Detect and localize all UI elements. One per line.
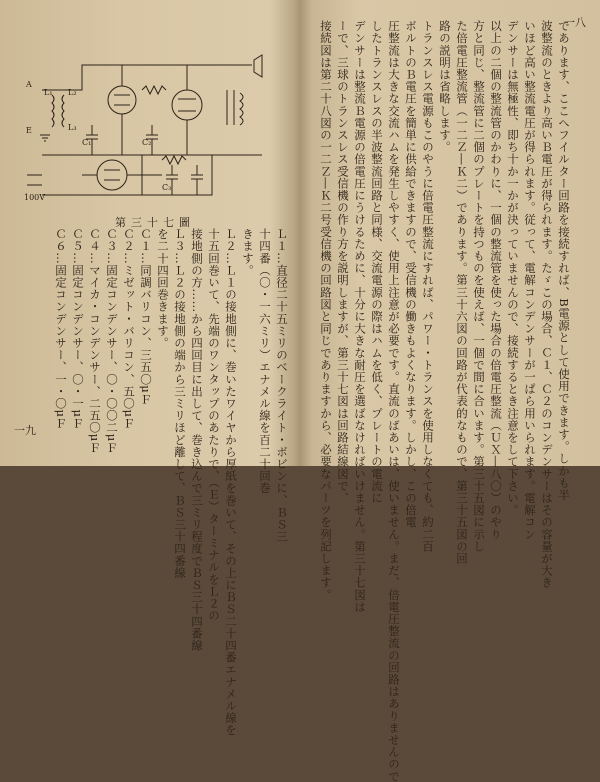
text-line: ーで、三球のトランスレス受信機の作り方を説明しますが、第三十七図は回路結線図で、 <box>336 20 350 504</box>
parts-line: きます。 <box>241 228 255 277</box>
body-text <box>317 20 572 782</box>
text-line: であります、ここへフイルター回路を接続すれば、B電源として使用できます。しかも半 <box>557 20 571 501</box>
circuit-diagram <box>22 35 270 215</box>
text-line: 波整流のときより高いＢ電圧が得られます。たゞこの場合、Ｃ１、Ｃ２のコンデンサーはその容量が大き <box>540 20 554 589</box>
parts-line: を二十四回巻きます。 <box>156 228 170 349</box>
text-line: いほど高い整流電圧が得られます。従って、電解コンデンサーが一ぱら用いられます。電解コン <box>523 20 537 541</box>
parts-line: Ｃ２…ミゼット・バリコン、五〇μＦ <box>122 228 136 430</box>
page-number: 一九 <box>14 424 36 437</box>
parts-line: 十五回巻いて、先端のワンタップのあたりで、（Ｅ）ターミナルをＬ２の <box>207 228 221 622</box>
parts-line: Ｃ１…同調バリコン、三五〇μＦ <box>139 228 153 406</box>
parts-line: Ｃ３…固定コンデンサー、〇・〇〇二μＦ <box>105 228 119 454</box>
text-line: 路の説明は省略します。 <box>438 20 452 154</box>
text-line: デンサーは無極性、即ち十か一かが決っていませんので、接続するとき注意をして下さい。 <box>506 20 520 517</box>
label-c1: C₁ <box>82 138 92 147</box>
label-c3: C₃ <box>162 183 172 192</box>
label-l2: L₂ <box>68 88 77 97</box>
parts-line: Ｃ４…マイカ・コンデンサー、二五〇μＦ <box>88 228 102 454</box>
text-line: 方と同じ、整流管に二個のプレートを持つものを使えば、一個で間に合います。第三十五図に示し <box>472 20 486 553</box>
text-line: デンサーは整流Ｂ電源の倍電圧にうけるために、十分に大きな耐圧を選ばなければいけません。第三十七図は <box>353 20 367 613</box>
text-line: た倍電圧整流管（一二Ｚ―Ｋ二）であります。第三十六図の回路が代表的なもので、第三十五図の回 <box>455 20 469 565</box>
label-l3: L₃ <box>68 123 77 132</box>
label-antenna: A <box>26 80 32 89</box>
page-number: 一八 <box>564 16 586 29</box>
label-earth: E <box>26 126 32 135</box>
parts-line: 接地側の方……から四回目に出して、巻き込んで三ミリ程度でＢＳ三十四番線 <box>190 228 204 652</box>
parts-line: 十四番（〇・一六ミリ）エナメル線を百二十回巻 <box>258 228 272 495</box>
text-line: 接続図は第二十八図の一二Ｚ―Ｋ二号受信機の回路図と同じでありますから、必要なパーツを列記します。 <box>319 20 333 601</box>
label-c2: C₂ <box>142 138 152 147</box>
text-line: 以上の二個の整流管のかわりに、一個の整流管を使った場合の倍電圧整流（ＵＸ―八〇）のやり <box>489 20 503 541</box>
label-voltage: 100V <box>24 193 46 202</box>
parts-line: Ｌ１…直径二十五ミリのベークライト・ボビンに、ＢＳ三 <box>275 228 289 543</box>
text-line: トランスレス電源もこのやうに倍電圧整流にすれば、パワー・トランスを使用しなくても、約二百 <box>421 20 435 553</box>
parts-line: Ｌ３…Ｌ２の接地側の端から三ミリほど離して、ＢＳ三十四番線 <box>173 228 187 579</box>
left-page <box>0 0 298 737</box>
figure-caption: 第三十七圖 <box>115 216 195 229</box>
text-line: ボルトのＢ電圧を簡単に供給できますので、受信機の働きもよくなります。しかし、この倍電 <box>404 20 418 529</box>
label-l1: L₁ <box>44 88 53 97</box>
parts-line: Ｌ２…Ｌ１の接地側に、巻いたワイヤから厚紙を巻いて、その上にＢＳ二十四番エナメル線を <box>224 228 238 737</box>
text-line: したトランスレスの半波整流回路と同様、交流電源の際はハムを低く、プレートの電流に <box>370 20 384 504</box>
parts-line: Ｃ６…固定コンデンサー、一・〇μＦ <box>54 228 68 430</box>
text-line: 圧整流は大きな交流ハムを発生しやすく、使用上注意が必要です。直流のばあいは、使いません。まだ、倍電圧整流の回路はありませんので <box>387 20 401 782</box>
parts-list <box>52 228 290 737</box>
parts-line: Ｃ５…固定コンデンサー、〇・一μＦ <box>71 228 85 430</box>
right-page <box>300 0 600 782</box>
